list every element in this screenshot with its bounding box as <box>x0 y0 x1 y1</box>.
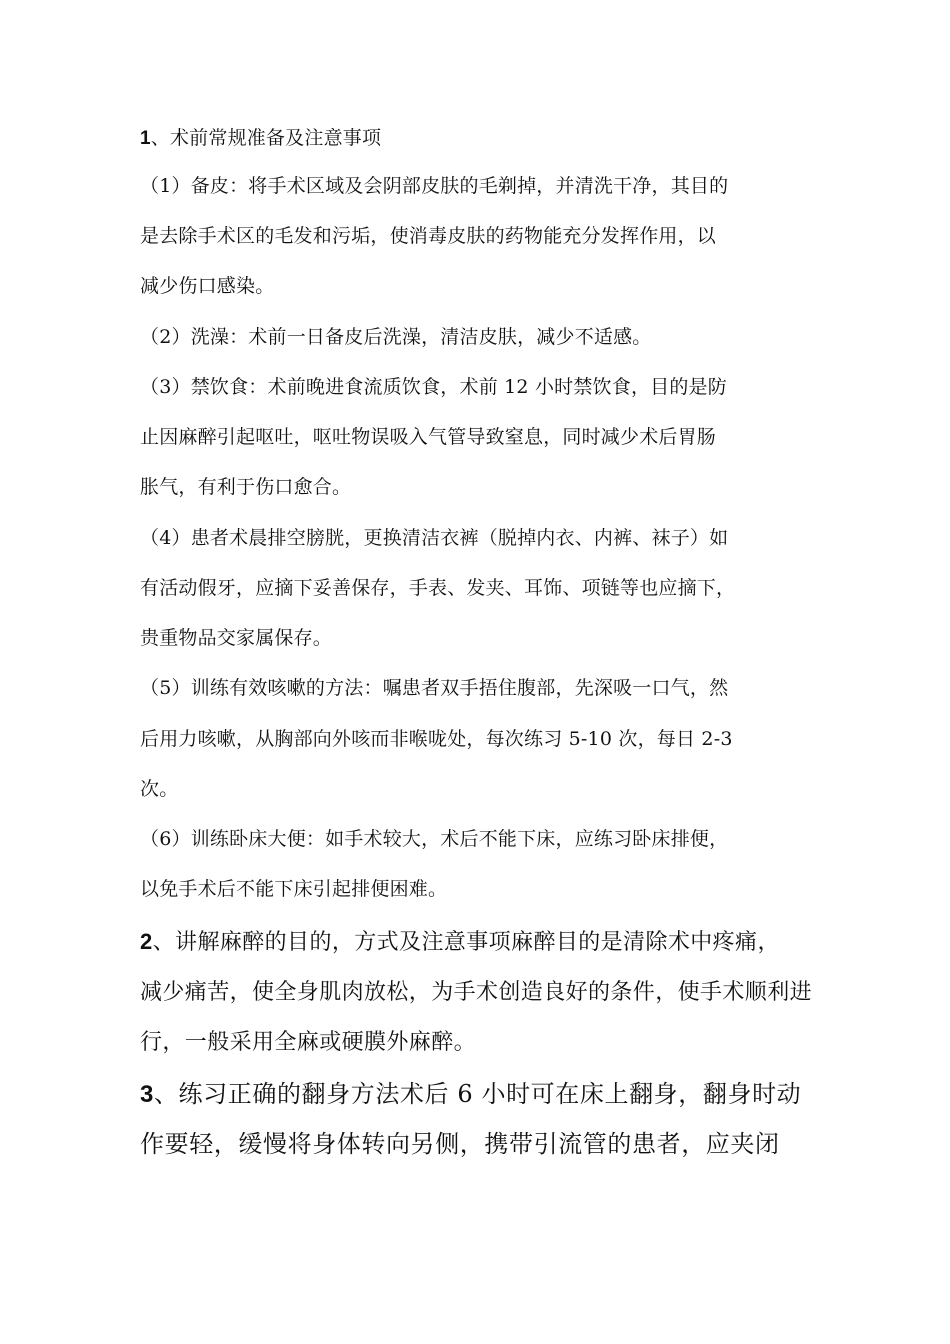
paragraph-line: （2）洗澡：术前一日备皮后洗澡，清洁皮肤，减少不适感。 <box>140 326 652 348</box>
paragraph-line: （5）训练有效咳嗽的方法：嘱患者双手捂住腹部，先深吸一口气，然 <box>140 677 729 699</box>
paragraph-line: （1）备皮：将手术区域及会阴部皮肤的毛剃掉，并清洗干净，其目的 <box>140 175 729 197</box>
paragraph-line: （6）训练卧床大便：如手术较大，术后不能下床，应练习卧床排便， <box>140 828 729 850</box>
paragraph-line: 行，一般采用全麻或硬膜外麻醉。 <box>140 1030 477 1055</box>
section-heading-3 <box>140 1079 801 1110</box>
paragraph-line: 次。 <box>140 778 179 800</box>
paragraph-line: 有活动假牙，应摘下妥善保存，手表、发夹、耳饰、项链等也应摘下， <box>140 577 736 599</box>
section-number: 3 <box>140 1081 154 1108</box>
section-text: 、练习正确的翻身方法术后 6 小时可在床上翻身，翻身时动 <box>153 1080 802 1108</box>
paragraph-line: 胀气，有利于伤口愈合。 <box>140 476 352 498</box>
paragraph-line: 作要轻，缓慢将身体转向另侧，携带引流管的患者，应夹闭 <box>140 1130 780 1158</box>
paragraph-line: 以免手术后不能下床引起排便困难。 <box>140 878 448 900</box>
section-text: 、讲解麻醉的目的，方式及注意事项麻醉目的是清除术中疼痛， <box>152 930 780 955</box>
section-number: 2 <box>140 929 153 954</box>
paragraph-line: （4）患者术晨排空膀胱，更换清洁衣裤（脱掉内衣、内裤、袜子）如 <box>140 527 729 549</box>
paragraph-line: 贵重物品交家属保存。 <box>140 627 333 649</box>
paragraph-line: 是去除手术区的毛发和污垢，使消毒皮肤的药物能充分发挥作用，以 <box>140 225 717 247</box>
section-heading-1 <box>140 126 381 151</box>
section-number: 1 <box>140 128 151 149</box>
section-title: 、术前常规准备及注意事项 <box>150 127 382 149</box>
paragraph-line: 减少伤口感染。 <box>140 275 275 297</box>
paragraph-line: （3）禁饮食：术前晚进食流质饮食，术前 12 小时禁饮食，目的是防 <box>140 376 727 398</box>
paragraph-line: 后用力咳嗽，从胸部向外咳而非喉咙处，每次练习 5-10 次，每日 2-3 <box>140 728 733 750</box>
paragraph-line: 止因麻醉引起呕吐，呕吐物误吸入气管导致窒息，同时减少术后胃肠 <box>140 426 717 448</box>
section-heading-2 <box>140 928 780 957</box>
paragraph-line: 减少痛苦，使全身肌肉放松，为手术创造良好的条件，使手术顺利进 <box>140 980 813 1005</box>
